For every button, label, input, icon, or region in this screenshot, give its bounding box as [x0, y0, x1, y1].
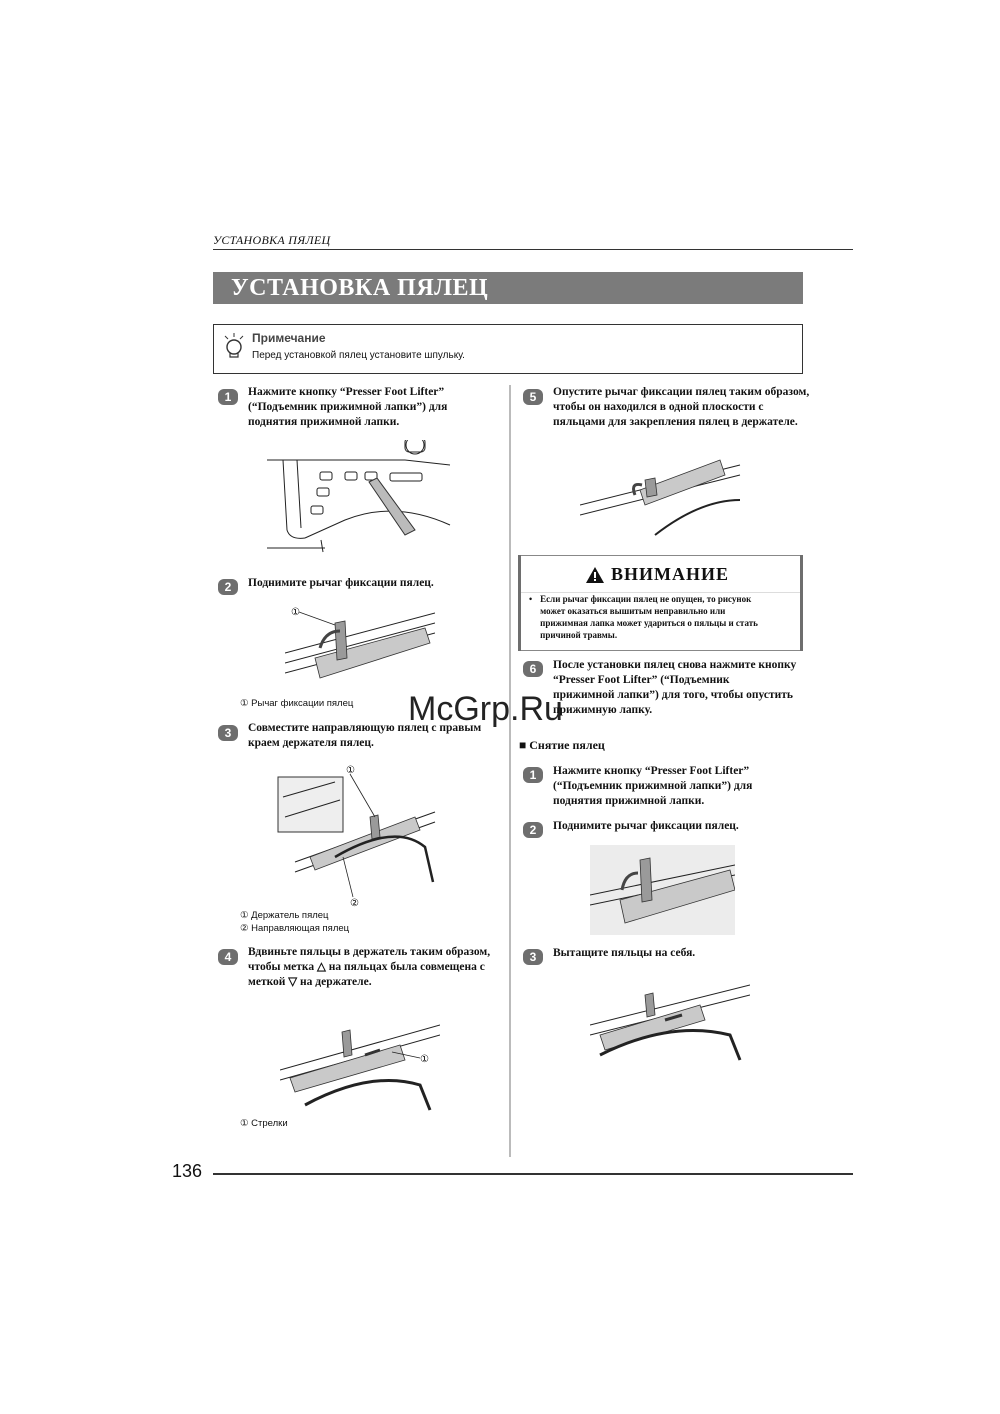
footer-rule [213, 1173, 853, 1175]
hoop-slide-illustration [280, 1010, 440, 1115]
page-title: УСТАНОВКА ПЯЛЕЦ [231, 275, 489, 301]
lever-raise-illustration [285, 603, 435, 688]
svg-text:②: ② [350, 898, 359, 909]
step-2-caption: ① Рычаг фиксации пялец [240, 698, 354, 709]
hoop-guide-illustration [275, 762, 440, 912]
lightbulb-icon [222, 332, 246, 360]
step-6-text: После установки пялец снова нажмите кнопку “Presser Foot Lifter” (“Подъемник прижимной лапки”) для того, чтобы опустить прижимную лапку. [553, 659, 797, 716]
removal-step-2-badge: 2 [523, 822, 543, 838]
removal-step-3-text: Вытащите пяльцы на себя. [553, 947, 696, 959]
removal-step-2-text: Поднимите рычаг фиксации пялец. [553, 820, 739, 832]
column-divider [509, 385, 511, 1157]
step-3-caption-1: ① Держатель пялец [240, 910, 329, 921]
caution-box [518, 555, 803, 651]
removal-step-1-badge: 1 [523, 767, 543, 783]
step-1-text: Нажмите кнопку “Presser Foot Lifter” (“Подъемник прижимной лапки”) для поднятия прижимной лапки. [248, 386, 448, 428]
header-rule [213, 249, 853, 250]
step-4-badge: 4 [218, 949, 238, 965]
step-5-badge: 5 [523, 389, 543, 405]
removal-heading: ■ Снятие пялец [519, 738, 605, 752]
caution-stripe-left [518, 555, 521, 651]
page-number: 136 [172, 1161, 203, 1181]
removal-step-1-text: Нажмите кнопку “Presser Foot Lifter” (“Подъемник прижимной лапки”) для поднятия прижимной лапки. [553, 765, 753, 807]
warning-icon [585, 566, 605, 584]
svg-text:①: ① [291, 607, 300, 618]
step-3-caption-2: ② Направляющая пялец [240, 923, 350, 934]
caution-bullet: • [529, 594, 533, 604]
step-5-text: Опустите рычаг фиксации пялец таким образом, чтобы он находился в одной плоскости с пяльцами для закрепления пялец в держателе. [553, 386, 810, 428]
title-bar [213, 272, 803, 304]
svg-text:①: ① [346, 765, 355, 776]
removal-step-3-badge: 3 [523, 949, 543, 965]
lever-lower-illustration [580, 440, 745, 540]
watermark: McGrp.Ru [408, 690, 563, 728]
caution-body: • Если рычаг фиксации пялец не опущен, то рисунок может оказаться вышитым неправильно или прижимная лапка может удариться о пяльцы и стать причиной травмы. [529, 594, 758, 640]
step-4-text: Вдвиньте пяльцы в держатель таким образом, чтобы метка △ на пяльцах была совмещена с меткой ▽ на держателе. [248, 946, 491, 988]
step-3-badge: 3 [218, 725, 238, 741]
step-1-badge: 1 [218, 389, 238, 405]
note-text: Перед установкой пялец установите шпульку. [252, 350, 465, 361]
step-3-text: Совместите направляющую пялец с правым краем держателя пялец. [248, 722, 482, 749]
step-2-badge: 2 [218, 579, 238, 595]
hoop-pull-illustration [590, 975, 750, 1075]
note-title: Примечание [252, 331, 326, 345]
machine-buttons-illustration [265, 440, 455, 555]
removal-lever-illustration [590, 845, 735, 935]
svg-text:①: ① [420, 1054, 429, 1065]
caution-title: ВНИМАНИЕ [611, 564, 730, 584]
step-6-badge: 6 [523, 661, 543, 677]
caution-stripe-right [800, 555, 803, 651]
caution-header [519, 556, 802, 593]
running-head: УСТАНОВКА ПЯЛЕЦ [213, 233, 331, 247]
step-4-caption: ① Стрелки [240, 1118, 288, 1129]
step-2-text: Поднимите рычаг фиксации пялец. [248, 577, 434, 589]
